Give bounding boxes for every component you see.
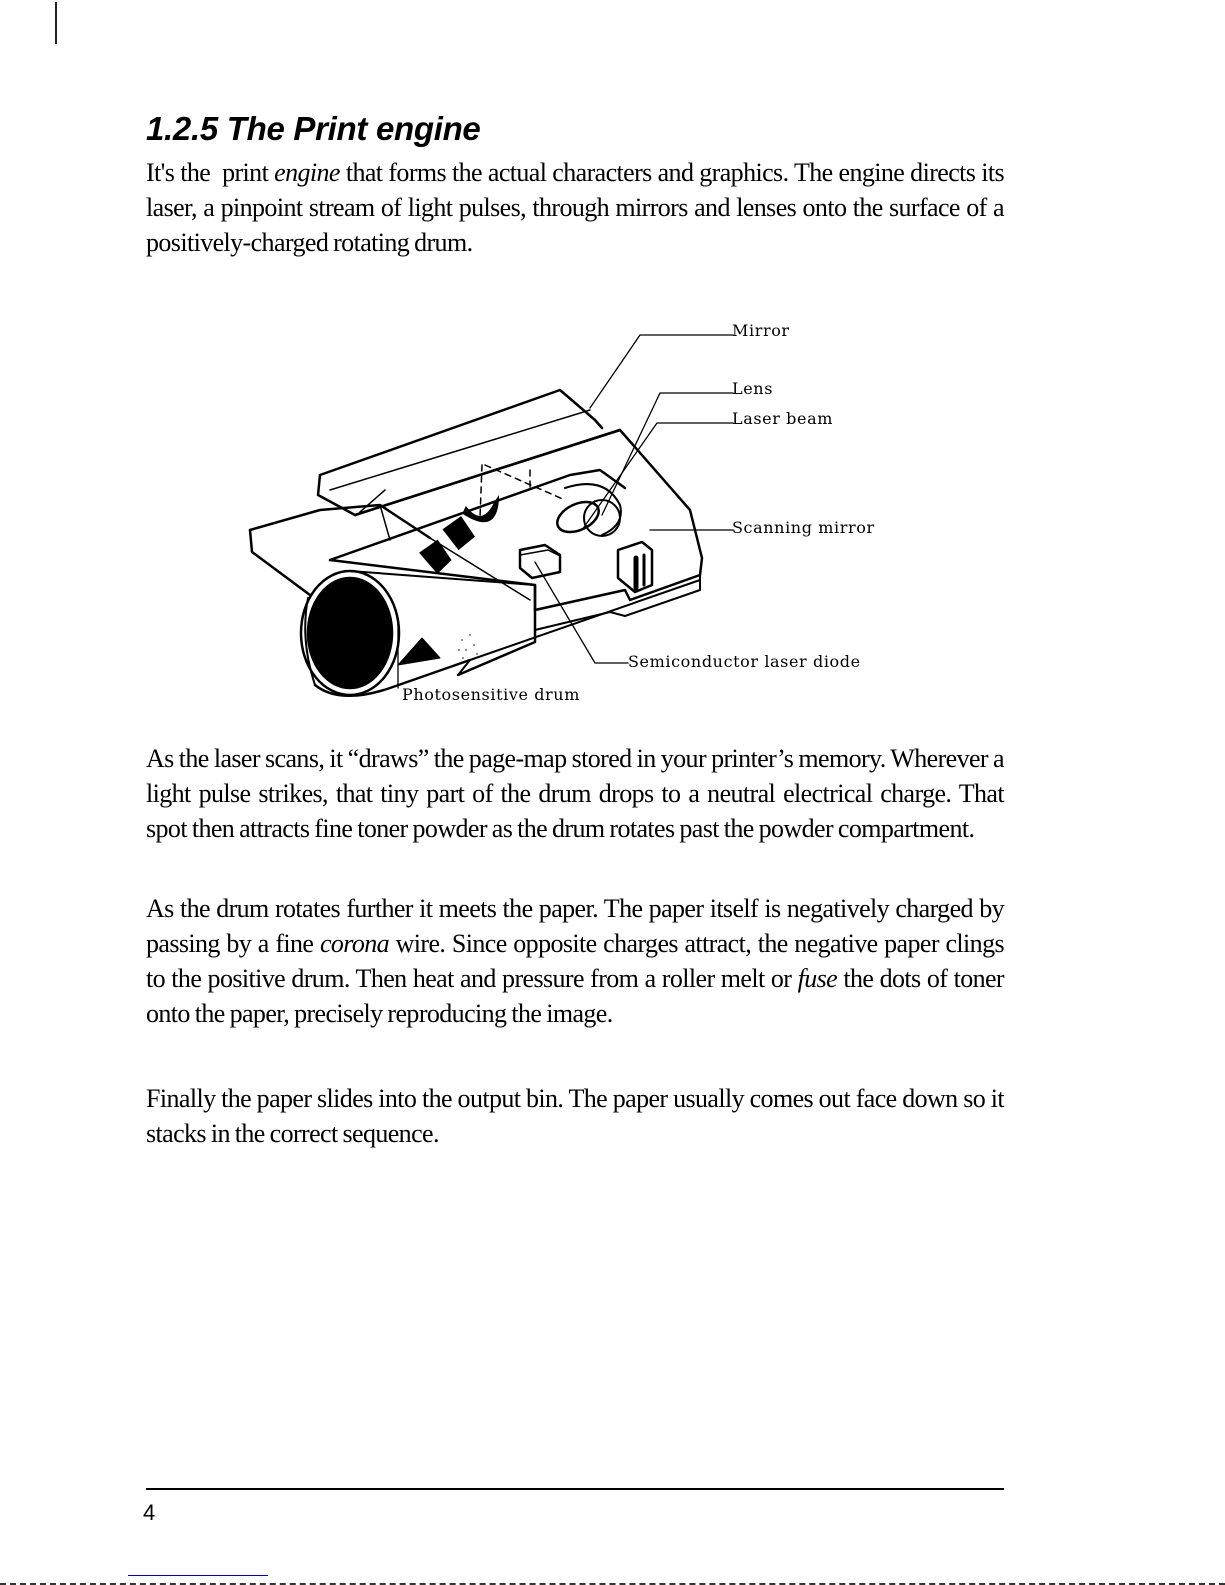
print-engine-diagram xyxy=(230,310,910,710)
paper-text-1: As the drum rotates further it meets the paper. The paper itself is negatively charged by passing by a fine xyxy=(146,894,1004,958)
paper-emphasis-fuse: fuse xyxy=(797,964,838,993)
paper-text-3: the dots of toner onto the paper, precisely reproducing the image. xyxy=(146,964,1004,1028)
label-laser-beam: Laser beam xyxy=(732,409,833,428)
paragraph-scan: As the laser scans, it “draws” the page-map stored in your printer’s memory. Wherever a light pulse strikes, that tiny part of the drum drops to a neutral electrical charge. That spot then attracts fine toner powder as the drum rotates past the powder compartment. xyxy=(146,744,1004,843)
paragraph-output: Finally the paper slides into the output bin. The paper usually comes out face down so it stacks in the correct sequence. xyxy=(146,1084,1004,1148)
label-semiconductor-laser-diode: Semiconductor laser diode xyxy=(628,652,861,671)
paper-text-2: wire. Since opposite charges attract, the negative paper clings to the positive drum. Then heat and pressure from a roller melt or xyxy=(146,929,1004,993)
label-photosensitive-drum: Photosensitive drum xyxy=(402,685,580,704)
label-mirror: Mirror xyxy=(732,321,790,340)
print-engine-illustration xyxy=(230,310,910,710)
footer-rule xyxy=(146,1488,1004,1490)
bottom-link-underline xyxy=(128,1575,268,1576)
label-scanning-mirror: Scanning mirror xyxy=(732,518,875,537)
intro-text-post: that forms the actual characters and graphics. The engine directs its laser, a pinpoint stream of light pulses, through mirrors and lenses onto the surface of a positively-charged rotating drum. xyxy=(146,158,1004,257)
intro-text-pre: It's the print xyxy=(146,158,275,187)
scan-edge-mark xyxy=(55,2,57,44)
intro-emphasis-engine: engine xyxy=(274,158,340,187)
paper-emphasis-corona: corona xyxy=(319,929,390,958)
section-title: 1.2.5 The Print engine xyxy=(146,110,481,147)
label-lens: Lens xyxy=(732,379,774,398)
paragraph-paper xyxy=(146,891,1004,1031)
page-number: 4 xyxy=(143,1500,156,1525)
paragraph-intro xyxy=(146,155,1004,260)
